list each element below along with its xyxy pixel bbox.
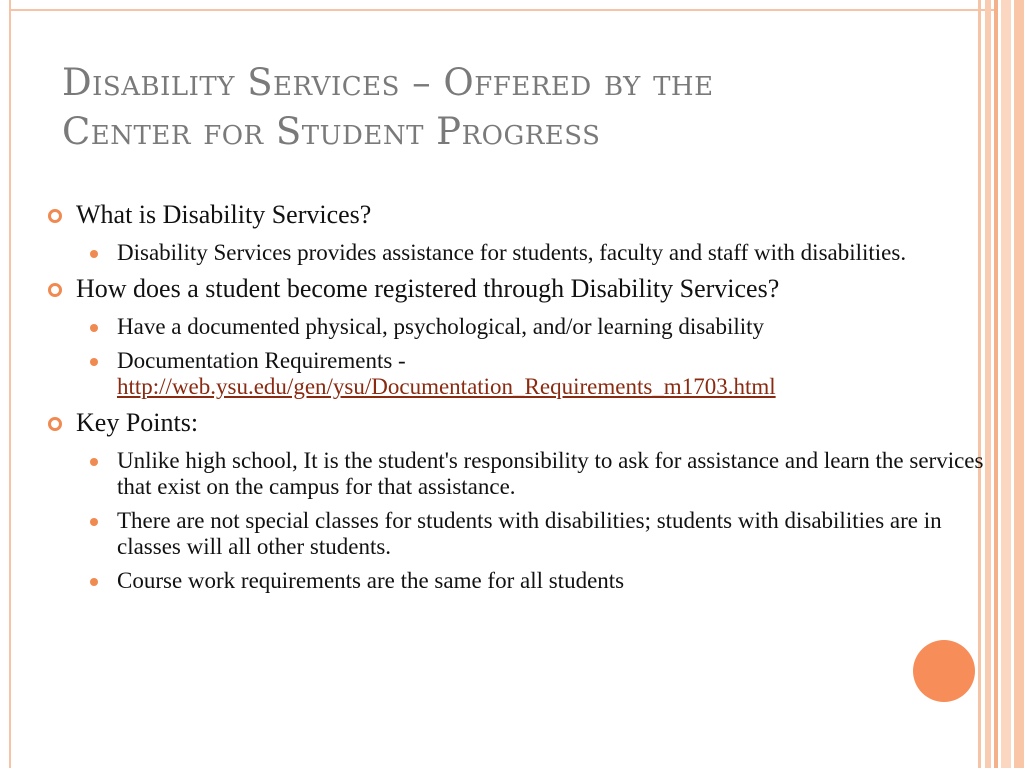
sub-bullet-text: There are not special classes for students with disabilities; students with disabilities are in classes will all other students.	[117, 508, 942, 559]
bullet-list	[44, 200, 994, 602]
documentation-requirements-link[interactable]: http://web.ysu.edu/gen/ysu/Documentation_Requirements_m1703.html	[117, 374, 776, 399]
bullet-dot-icon	[90, 518, 98, 526]
bullet-registration	[44, 274, 994, 304]
frame-left-line	[9, 0, 11, 768]
sub-bullet-responsibility	[44, 448, 994, 500]
bullet-key-points	[44, 408, 994, 438]
frame-top-line	[9, 9, 994, 11]
bullet-what-is	[44, 200, 994, 230]
bullet-dot-icon	[90, 324, 98, 332]
title-line-1: Disability Services – Offered by the	[62, 61, 714, 104]
sub-bullet-course-work	[44, 568, 994, 594]
sub-bullet-provides	[44, 240, 994, 266]
sub-bullet-text: Documentation Requirements -	[117, 348, 406, 373]
title-line-2: Center for Student Progress	[62, 110, 601, 153]
sub-bullet-special-classes	[44, 508, 994, 560]
decorative-circle	[913, 640, 975, 702]
sub-bullet-text: Course work requirements are the same for all students	[117, 568, 625, 593]
bullet-dot-icon	[90, 578, 98, 586]
bullet-ring-icon	[48, 417, 62, 431]
sub-bullet-text: Have a documented physical, psychological, and/or learning disability	[117, 314, 765, 339]
bullet-dot-icon	[90, 250, 98, 258]
sub-bullet-text: Unlike high school, It is the student's responsibility to ask for assistance and learn the services that exist on the campus for that assistance.	[117, 448, 984, 499]
sub-bullet-text: Disability Services provides assistance for students, faculty and staff with disabilities.	[117, 240, 907, 265]
bullet-ring-icon	[48, 209, 62, 223]
bullet-text: How does a student become registered through Disability Services?	[76, 274, 780, 303]
sub-bullet-documentation	[44, 348, 994, 400]
bullet-text: What is Disability Services?	[76, 200, 372, 229]
sub-bullet-documented	[44, 314, 994, 340]
bullet-dot-icon	[90, 358, 98, 366]
slide-title	[62, 58, 962, 156]
bullet-text: Key Points:	[76, 408, 199, 437]
bullet-dot-icon	[90, 458, 98, 466]
bullet-ring-icon	[48, 283, 62, 297]
